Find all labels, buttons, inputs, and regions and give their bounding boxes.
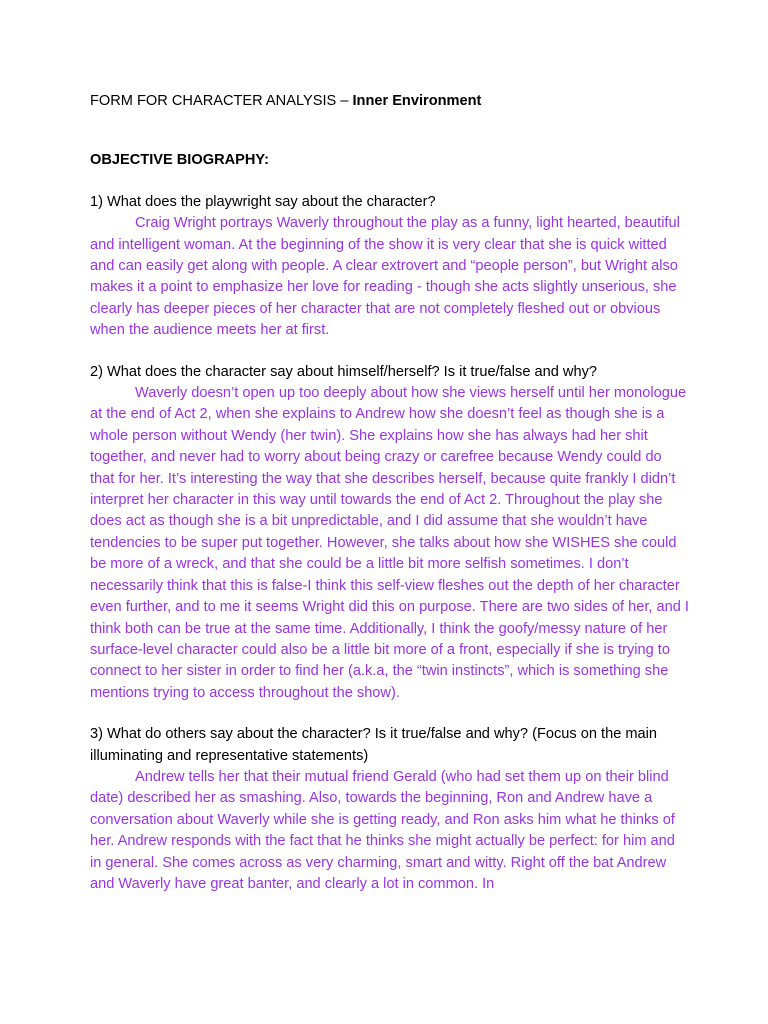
question-block-3	[90, 724, 690, 895]
question-block-1	[90, 192, 690, 342]
question-text: 3) What do others say about the character? Is it true/false and why? (Focus on the main illuminating and representative statements)	[90, 726, 658, 764]
question-block-2	[90, 362, 690, 705]
question-text: 2) What does the character say about himself/herself? Is it true/false and why?	[90, 363, 597, 380]
document-title	[90, 91, 690, 112]
answer-text: Andrew tells her that their mutual friend Gerald (who had set them up on their blind date) described her as smashing. Also, towards the beginning, Ron and Andrew have a conversation about Waverly while she is getting ready, and Ron asks him what he thinks of her. Andrew responds with the fact that he thinks she might actually be perfect: for him and in general. She comes across as very charming, smart and witty. Right off the bat Andrew and Waverly have great banter, and clearly a lot in common. In	[90, 768, 675, 892]
title-prefix: FORM FOR CHARACTER ANALYSIS –	[90, 93, 353, 109]
question-text: 1) What does the playwright say about the character?	[90, 193, 436, 210]
answer-text: Waverly doesn’t open up too deeply about how she views herself until her monologue at the end of Act 2, when she explains to Andrew how she doesn’t feel as though she is a whole person without Wendy (her twin). She explains how she has always had her shit together, and never had to worry about being crazy or carefree because Wendy could do that for her. It’s interesting the way that she describes herself, because quite frankly I didn’t interpret her character in this way until towards the end of Act 2. Throughout the play she does act as though she is a bit unpredictable, and I did assume that she wouldn’t have tendencies to be super put together. However, she talks about how she WISHES she could be more of a wreck, and that she could be a little bit more selfish sometimes. I don’t necessarily think that this is false-I think this self-view fleshes out the depth of her character even further, and to me it seems Wright did this on purpose. There are two sides of her, and I think both can be true at the same time. Additionally, I think the goofy/messy nature of her surface-level character could also be a little bit more of a front, especially if she is trying to connect to her sister in order to find her (a.k.a, the “twin instincts”, which is something she mentions trying to access throughout the show).	[90, 385, 689, 701]
answer-text: Craig Wright portrays Waverly throughout the play as a funny, light hearted, beautiful and intelligent woman. At the beginning of the show it is very clear that she is quick witted and can easily get along with people. A clear extrovert and “people person”, but Wright also makes it a point to emphasize her love for reading - though she acts slightly unserious, she clearly has deeper pieces of her character that are not completely fleshed out or obvious when the audience meets her at first.	[90, 215, 680, 339]
section-heading: OBJECTIVE BIOGRAPHY:	[90, 152, 269, 169]
document-page	[90, 91, 690, 895]
title-emphasis: Inner Environment	[352, 93, 482, 109]
